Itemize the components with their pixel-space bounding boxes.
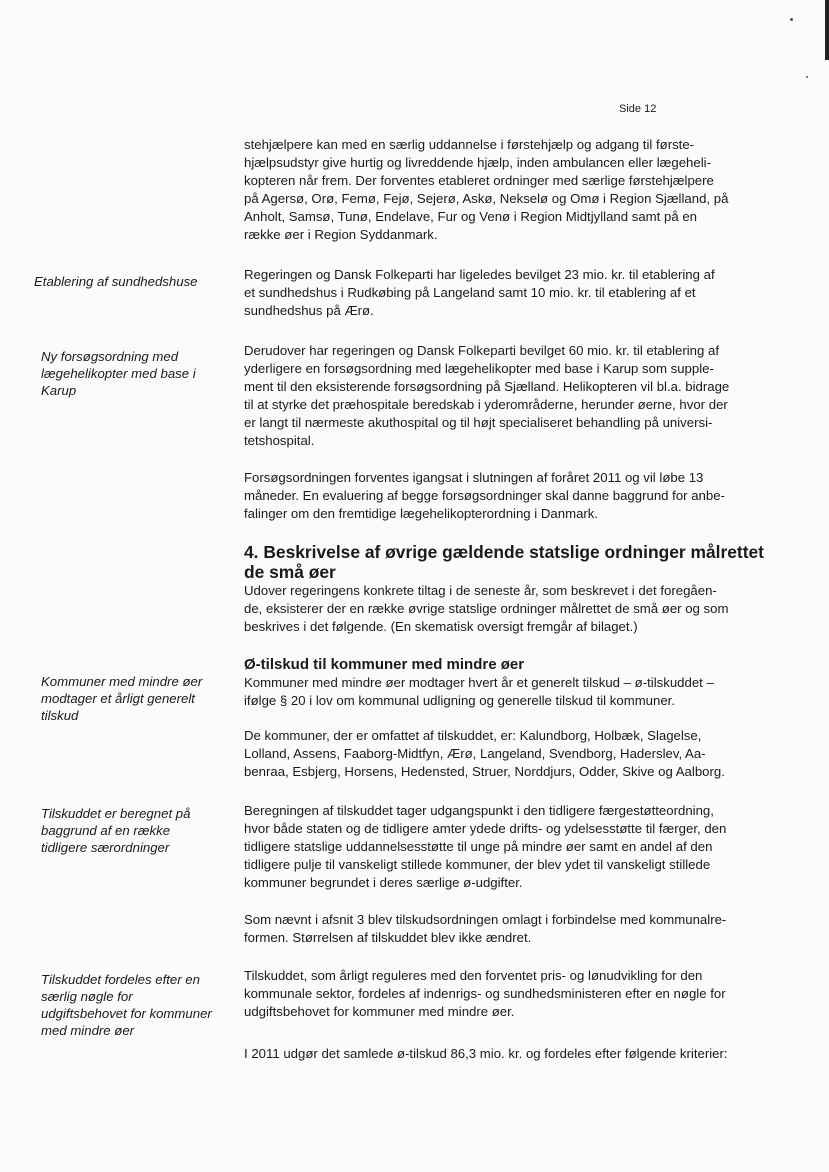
heading-line: de små øer	[244, 562, 336, 582]
paragraph-health-houses	[244, 266, 764, 320]
paragraph-island-grant	[244, 674, 764, 710]
heading-line: 4. Beskrivelse af øvrige gældende statslige ordninger målrettet	[244, 542, 764, 562]
text-line: til at styrke det præhospitale beredskab i yderområderne, herunder øerne, hvor der	[244, 396, 728, 412]
margin-note-line: Kommuner med mindre øer	[41, 674, 203, 689]
text-line: hvor både staten og de tidligere amter ydede drifts- og ydelsesstøtte til færger, den	[244, 820, 727, 836]
text-line: formen. Størrelsen af tilskuddet blev ikke ændret.	[244, 929, 532, 945]
text-line: stehjælpere kan med en særlig uddannelse i førstehjælp og adgang til første-	[244, 137, 695, 152]
text-line: Anholt, Samsø, Tunø, Endelave, Fur og Venø i Region Midtjylland samt på en	[244, 208, 697, 224]
margin-note-line: med mindre øer	[41, 1023, 135, 1038]
text-line: Regeringen og Dansk Folkeparti har ligeledes bevilget 23 mio. kr. til etablering af	[244, 267, 715, 282]
margin-note-line: modtager et årligt generelt	[41, 691, 195, 706]
text-line: et sundhedshus i Rudkøbing på Langeland samt 10 mio. kr. til etablering af et	[244, 284, 696, 300]
paragraph-reform	[244, 911, 764, 947]
margin-note-line: udgiftsbehovet for kommuner	[41, 1006, 212, 1021]
text-line: Forsøgsordningen forventes igangsat i slutningen af foråret 2011 og vil løbe 13	[244, 470, 704, 485]
margin-note-helicopter-trial	[41, 348, 236, 399]
text-line: Beregningen af tilskuddet tager udgangspunkt i den tidligere færgestøtteordning,	[244, 803, 714, 818]
margin-note-line: tidligere særordninger	[41, 840, 170, 855]
paragraph-helicopter	[244, 342, 764, 449]
paragraph-distribution	[244, 967, 764, 1021]
text-line: sundhedshus på Ærø.	[244, 302, 374, 318]
text-line: udgiftsbehovet for kommuner med mindre øer.	[244, 1003, 515, 1019]
text-line: kopteren når frem. Der forventes etableret ordninger med særlige førstehjælpere	[244, 172, 714, 188]
text-line: række øer i Region Syddanmark.	[244, 226, 438, 242]
text-line: på Agersø, Orø, Femø, Fejø, Sejerø, Askø, Nekselø og Omø i Region Sjælland, på	[244, 190, 729, 206]
page-number: Side 12	[619, 103, 657, 115]
margin-note-calculation	[41, 805, 236, 856]
text-line: benraa, Esbjerg, Horsens, Hedensted, Struer, Norddjurs, Odder, Skive og Aalborg.	[244, 763, 725, 779]
paragraph-total-2011	[244, 1045, 764, 1063]
scan-speck	[790, 18, 793, 21]
subsection-heading: Ø-tilskud til kommuner med mindre øer	[244, 656, 525, 673]
text-line: Tilskuddet, som årligt reguleres med den forventet pris- og lønudvikling for den	[244, 968, 703, 983]
text-line: ment til den eksisterende forsøgsordning på Sjælland. Helikopteren vil bl.a. bidrage	[244, 378, 730, 394]
margin-note-line: Karup	[41, 383, 77, 398]
text-line: de, eksisterer der en række øvrige statslige ordninger målrettet de små øer og som	[244, 600, 729, 616]
margin-note-line: Tilskuddet fordeles efter en	[41, 972, 200, 987]
text-line: tetshospital.	[244, 432, 315, 448]
text-line: tidligere statslige uddannelsesstøtte til unge på mindre øer samt en andel af den	[244, 838, 713, 854]
paragraph-first-aid	[244, 136, 764, 243]
text-line: måneder. En evaluering af begge forsøgsordninger skal danne baggrund for anbe-	[244, 487, 725, 503]
text-line: yderligere en forsøgsordning med lægehelikopter med base i Karup som supple-	[244, 360, 714, 376]
paragraph-municipality-list	[244, 727, 764, 781]
text-line: ifølge § 20 i lov om kommunal udligning og generelle tilskud til kommuner.	[244, 692, 676, 708]
paragraph-trial-start	[244, 469, 764, 523]
text-line: De kommuner, der er omfattet af tilskuddet, er: Kalundborg, Holbæk, Slagelse,	[244, 728, 702, 743]
section-heading	[244, 542, 784, 582]
scan-page-edge	[825, 0, 829, 60]
margin-note-line: Ny forsøgsordning med	[41, 349, 179, 364]
text-line: er langt til nærmeste akuthospital og til højt specialiseret behandling på universi-	[244, 414, 713, 430]
text-line: beskrives i det følgende. (En skematisk oversigt fremgår af bilaget.)	[244, 618, 638, 634]
text-line: kommuner begrundet i deres særlige ø-udgifter.	[244, 874, 523, 890]
margin-note-line: lægehelikopter med base i	[41, 366, 196, 381]
scan-speck	[806, 76, 808, 78]
margin-note-line: Etablering af sundhedshuse	[34, 274, 198, 289]
text-line: tidligere pulje til vanskeligt stillede kommuner, der blev ydet til vanskeligt stillede	[244, 856, 711, 872]
margin-note-municipalities	[41, 673, 236, 724]
margin-note-line: baggrund af en række	[41, 823, 171, 838]
margin-note-line: tilskud	[41, 708, 79, 723]
text-line: I 2011 udgør det samlede ø-tilskud 86,3 mio. kr. og fordeles efter følgende kriterier:	[244, 1046, 728, 1061]
text-line: falinger om den fremtidige lægehelikopterordning i Danmark.	[244, 505, 599, 521]
paragraph-intro-section4	[244, 582, 764, 636]
text-line: Lolland, Assens, Faaborg-Midtfyn, Ærø, Langeland, Svendborg, Haderslev, Aa-	[244, 745, 706, 761]
margin-note-distribution	[41, 971, 236, 1039]
text-line: kommunale sektor, fordeles af indenrigs- og sundhedsministeren efter en nøgle for	[244, 985, 726, 1001]
text-line: Som nævnt i afsnit 3 blev tilskudsordningen omlagt i forbindelse med kommunalre-	[244, 912, 727, 927]
text-line: Derudover har regeringen og Dansk Folkeparti bevilget 60 mio. kr. til etablering af	[244, 343, 720, 358]
text-line: hjælpsudstyr give hurtig og livreddende hjælp, inden ambulancen eller lægeheli-	[244, 154, 711, 170]
text-line: Kommuner med mindre øer modtager hvert år et generelt tilskud – ø-tilskuddet –	[244, 675, 714, 690]
paragraph-calculation	[244, 802, 764, 892]
text-line: Udover regeringens konkrete tiltag i de seneste år, som beskrevet i det foregåen-	[244, 583, 717, 598]
margin-note-health-houses	[34, 273, 229, 290]
margin-note-line: Tilskuddet er beregnet på	[41, 806, 191, 821]
margin-note-line: særlig nøgle for	[41, 989, 133, 1004]
